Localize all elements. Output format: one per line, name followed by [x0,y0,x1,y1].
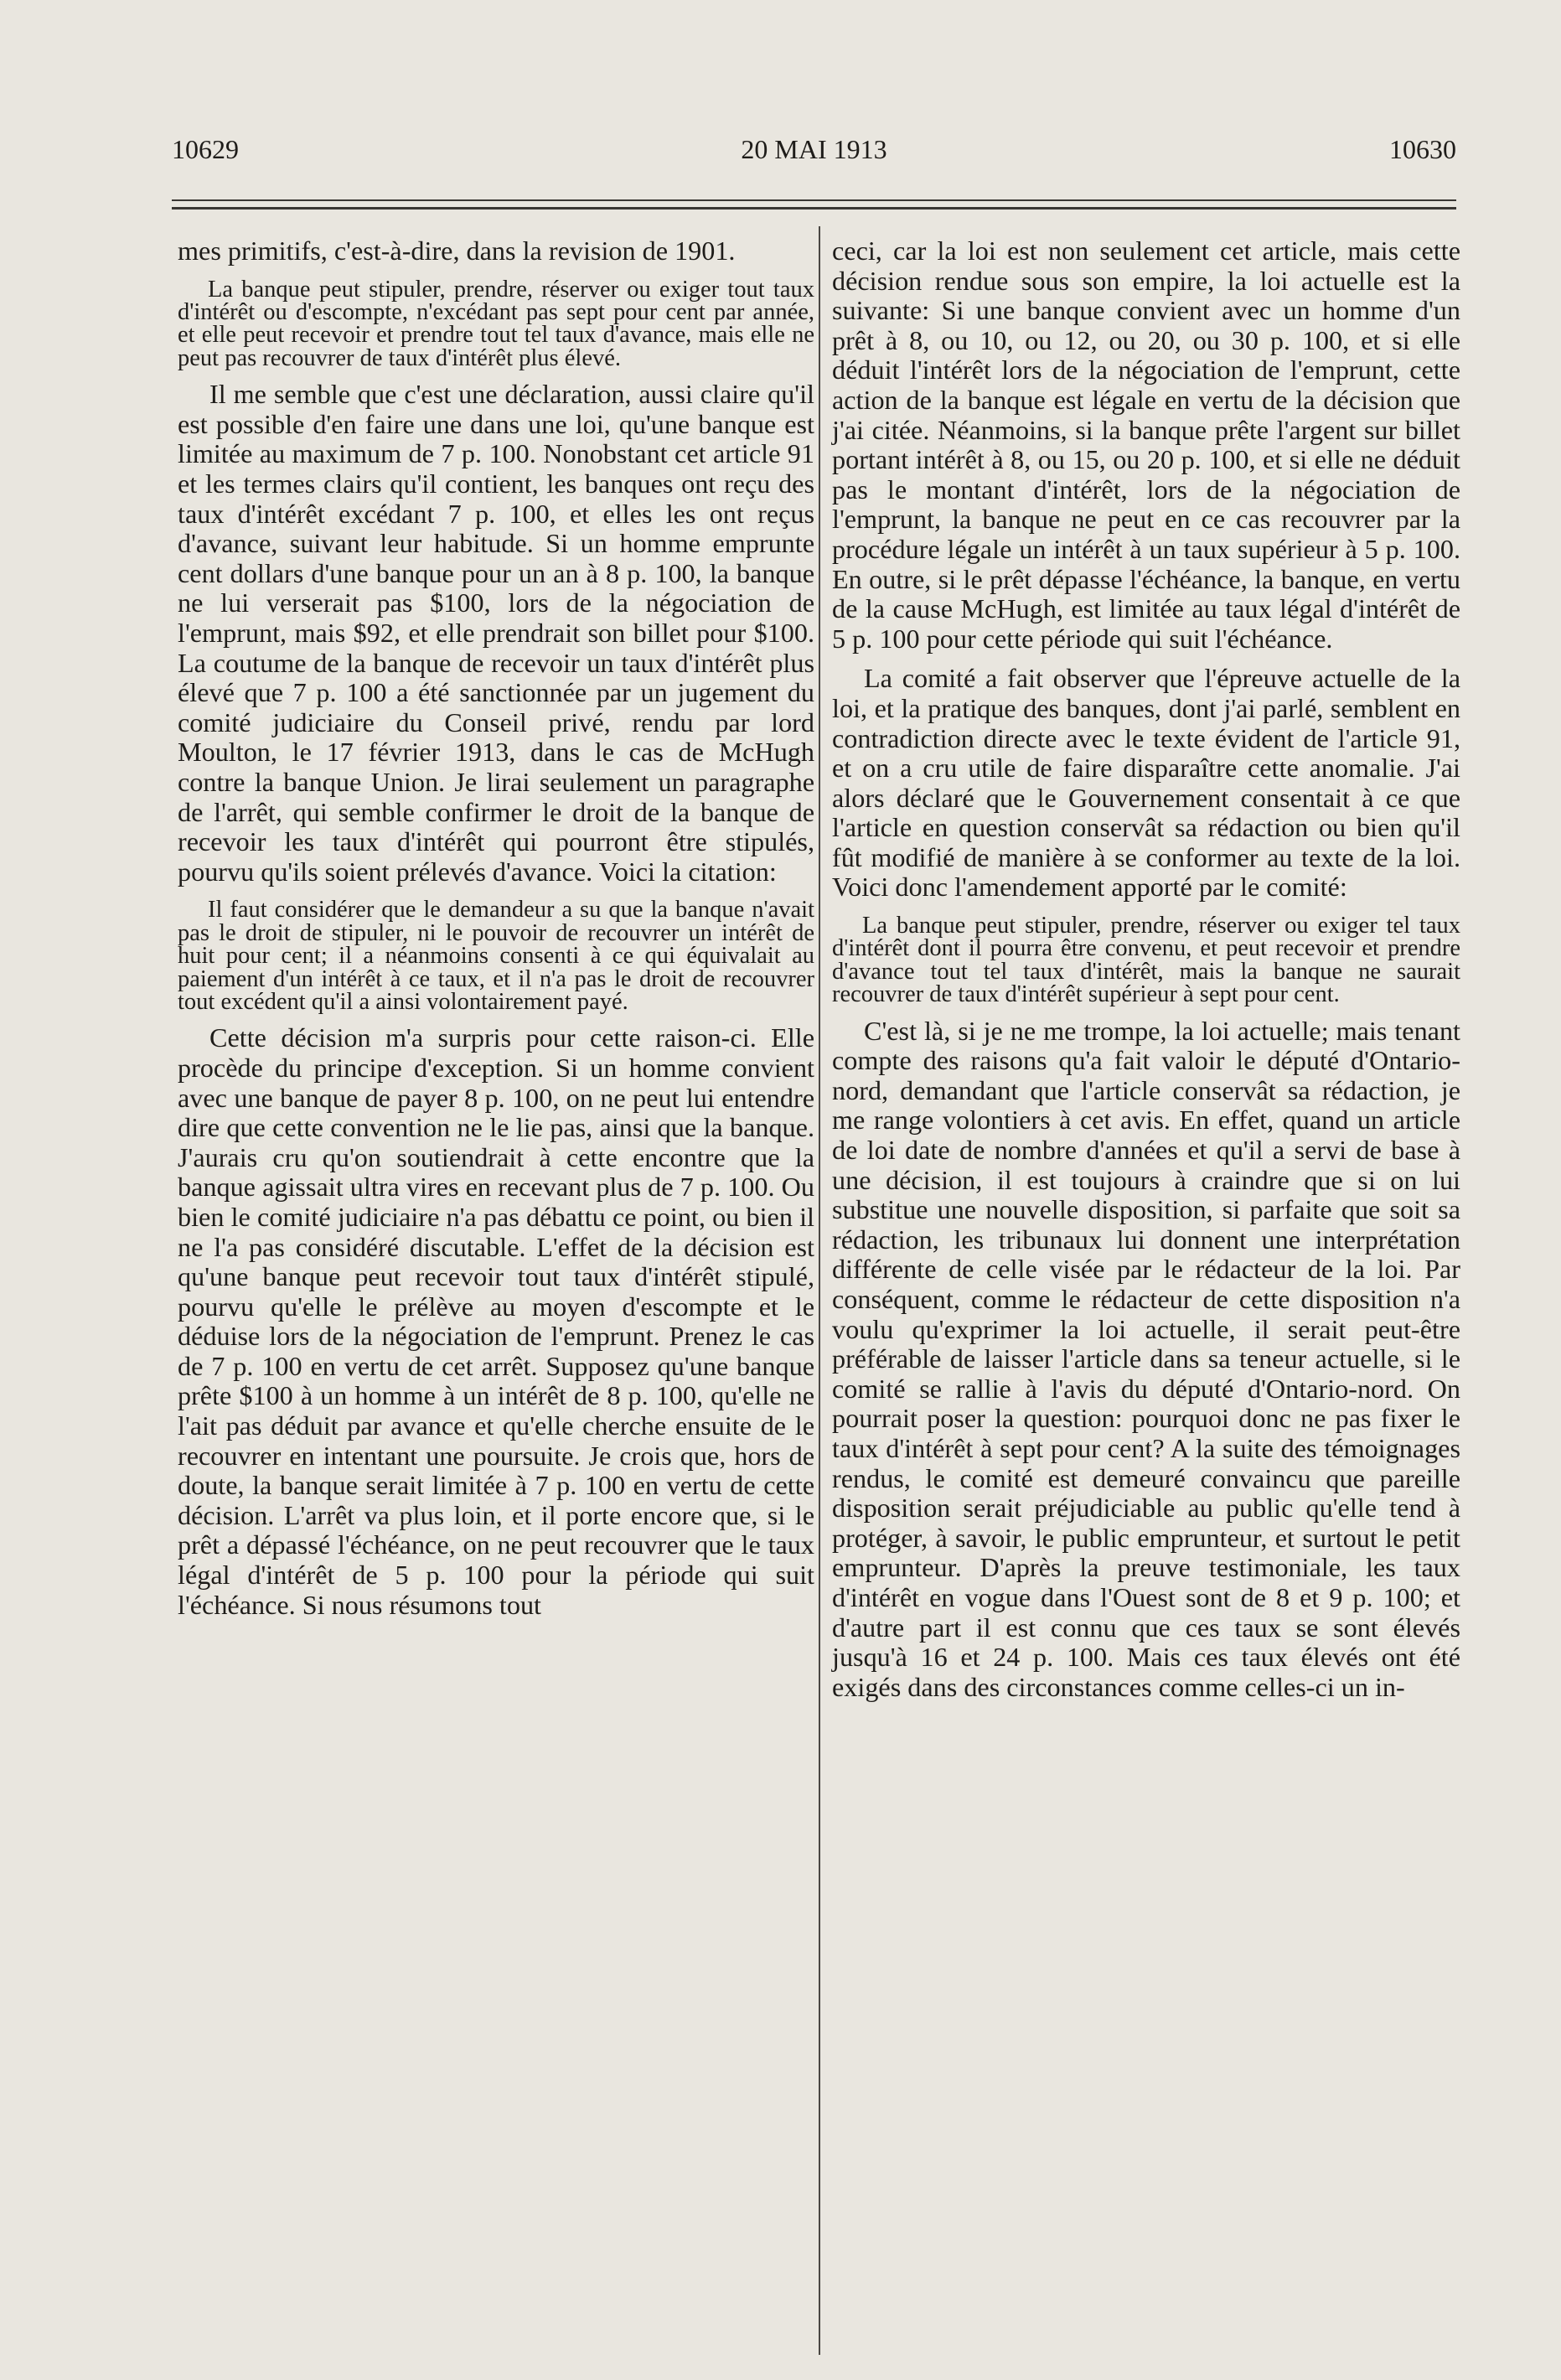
right-page-number: 10630 [1389,134,1456,164]
right-column [832,236,1460,1702]
quotation: La banque peut stipuler, prendre, réserver ou exiger tout taux d'intérêt ou d'escompte, n'excédant pas sept pour cent par année, et elle peut recevoir et prendre tout tel taux d'avance, mais elle ne peut pas recouvrer de taux d'intérêt plus élevé. [178,276,814,371]
paragraph: mes primitifs, c'est-à-dire, dans la revision de 1901. [178,235,736,266]
column-divider [819,226,820,2355]
quotation: La banque peut stipuler, prendre, réserver ou exiger tel taux d'intérêt dont il pourra être convenu, et peut recevoir et prendre d'avance tout tel taux d'intérêt, mais la banque ne saurait recouvrer de taux d'intérêt supérieur à sept pour cent. [832,913,1460,1008]
paragraph: C'est là, si je ne me trompe, la loi actuelle; mais tenant compte des raisons qu'a fait valoir le député d'Ontario-nord, demandant que l'article conservât sa rédaction, je me range volontiers à cet avis. En effet, quand un article de loi date de nombre d'années et qu'il a servi de base à une décision, il est toujours à craindre que si on lui substitue une nouvelle disposition, si parfaite que soit sa rédaction, les tribunaux lui donnent une interprétation différente de celle visée par le rédacteur de la loi. Par conséquent, comme le rédacteur de cette disposition n'a voulu qu'exprimer la loi actuelle, il serait peut-être préférable de laisser l'article dans sa teneur actuelle, si le comité se rallie à l'avis du député d'Ontario-nord. On pourrait poser la question: pourquoi donc ne pas fixer le taux d'intérêt à sept pour cent? A la suite des témoignages rendus, le comité est demeuré convaincu que pareille disposition serait préjudiciable au public qu'elle tend à protéger, à savoir, le public emprunteur, et surtout le petit emprunteur. D'après la preuve testimoniale, les taux d'intérêt en vogue dans l'Ouest sont de 8 et 9 p. 100; et d'autre part il est connu que ces taux se sont élevés jusqu'à 16 et 24 p. 100. Mais ces taux élevés ont été exigés dans des circonstances comme celles-ci un in- [832,1015,1460,1702]
quotation: Il faut considérer que le demandeur a su que la banque n'avait pas le droit de stipuler, ni le pouvoir de recouvrer un intérêt de huit pour cent; il a néanmoins consenti à ce qui équivalait au paiement d'un intérêt à ce taux, et il n'a pas le droit de recouvrer tout excédent qu'il a ainsi volontairement payé. [178,897,814,1015]
page-header [172,134,1456,176]
header-date: 20 MAI 1913 [741,134,887,164]
header-rule-thin [172,199,1456,201]
paragraph: ceci, car la loi est non seulement cet article, mais cette décision rendue sous son empire, la loi actuelle est la suivante: Si une banque convient avec un homme d'un prêt à 8, ou 10, ou 12, ou 20, ou 30 p. 100, et si elle déduit l'intérêt lors de la négociation de l'emprunt, cette action de la banque est légale en vertu de la décision que j'ai citée. Néanmoins, si la banque prête l'argent sur billet portant intérêt à 8, ou 15, ou 20 p. 100, et si elle ne déduit pas le montant d'intérêt, lors de la négociation de l'emprunt, la banque ne peut en ce cas recouvrer par la procédure légale un intérêt à un taux supérieur à 5 p. 100. En outre, si le prêt dépasse l'échéance, la banque, en vertu de la cause McHugh, est limitée au taux légal d'intérêt de 5 p. 100 pour cette période qui suit l'échéance. [832,235,1460,654]
left-column [178,236,814,1620]
left-page-number: 10629 [172,134,239,164]
paragraph: La comité a fait observer que l'épreuve actuelle de la loi, et la pratique des banques, dont j'ai parlé, semblent en contradiction directe avec le texte évident de l'article 91, et on a cru utile de faire disparaître cette anomalie. J'ai alors déclaré que le Gouvernement consentait à ce que l'article en question conservât sa rédaction ou bien qu'il fût modifié de manière à se conformer au texte de la loi. Voici donc l'amendement apporté par le comité: [832,663,1460,903]
paragraph: Il me semble que c'est une déclaration, aussi claire qu'il est possible d'en faire une dans une loi, qu'une banque est limitée au maximum de 7 p. 100. Nonobstant cet article 91 et les termes clairs qu'il contient, les banques ont reçu des taux d'intérêt excédant 7 p. 100, et elles les ont reçus d'avance, suivant leur habitude. Si un homme emprunte cent dollars d'une banque pour un an à 8 p. 100, la banque ne lui verserait pas $100, lors de la négociation de l'emprunt, mais $92, et elle prendrait son billet pour $100. La coutume de la banque de recevoir un taux d'intérêt plus élevé que 7 p. 100 a été sanctionnée par un jugement du comité judiciaire du Conseil privé, rendu par lord Moulton, le 17 février 1913, dans le cas de McHugh contre la banque Union. Je lirai seulement un paragraphe de l'arrêt, qui semble confirmer le droit de la banque de recevoir les taux d'intérêt qui pourront être stipulés, pourvu qu'ils soient prélevés d'avance. Voici la citation: [178,379,814,887]
header-rule-thick [172,207,1456,210]
paragraph: Cette décision m'a surpris pour cette raison-ci. Elle procède du principe d'exception. Si un homme convient avec une banque de payer 8 p. 100, on ne peut lui entendre dire que cette convention ne le lie pas, ainsi que la banque. J'aurais cru qu'on soutiendrait à cette encontre que la banque agissait ultra vires en recevant plus de 7 p. 100. Ou bien le comité judiciaire n'a pas débattu ce point, ou bien il ne l'a pas considéré discutable. L'effet de la décision est qu'une banque peut recevoir tout taux d'intérêt stipulé, pourvu qu'elle le prélève au moyen d'escompte et le déduise lors de la négociation de l'emprunt. Prenez le cas de 7 p. 100 en vertu de cet arrêt. Supposez qu'une banque prête $100 à un homme à un intérêt de 8 p. 100, qu'elle ne l'ait pas déduit par avance et qu'elle cherche ensuite de le recouvrer en intentant une poursuite. Je crois que, hors de doute, la banque serait limitée à 7 p. 100 en vertu de cette décision. L'arrêt va plus loin, et il porte encore que, si le prêt a dépassé l'échéance, on ne peut recouvrer que le taux légal d'intérêt de 5 p. 100 pour la période qui suit l'échéance. Si nous résumons tout [178,1022,814,1620]
